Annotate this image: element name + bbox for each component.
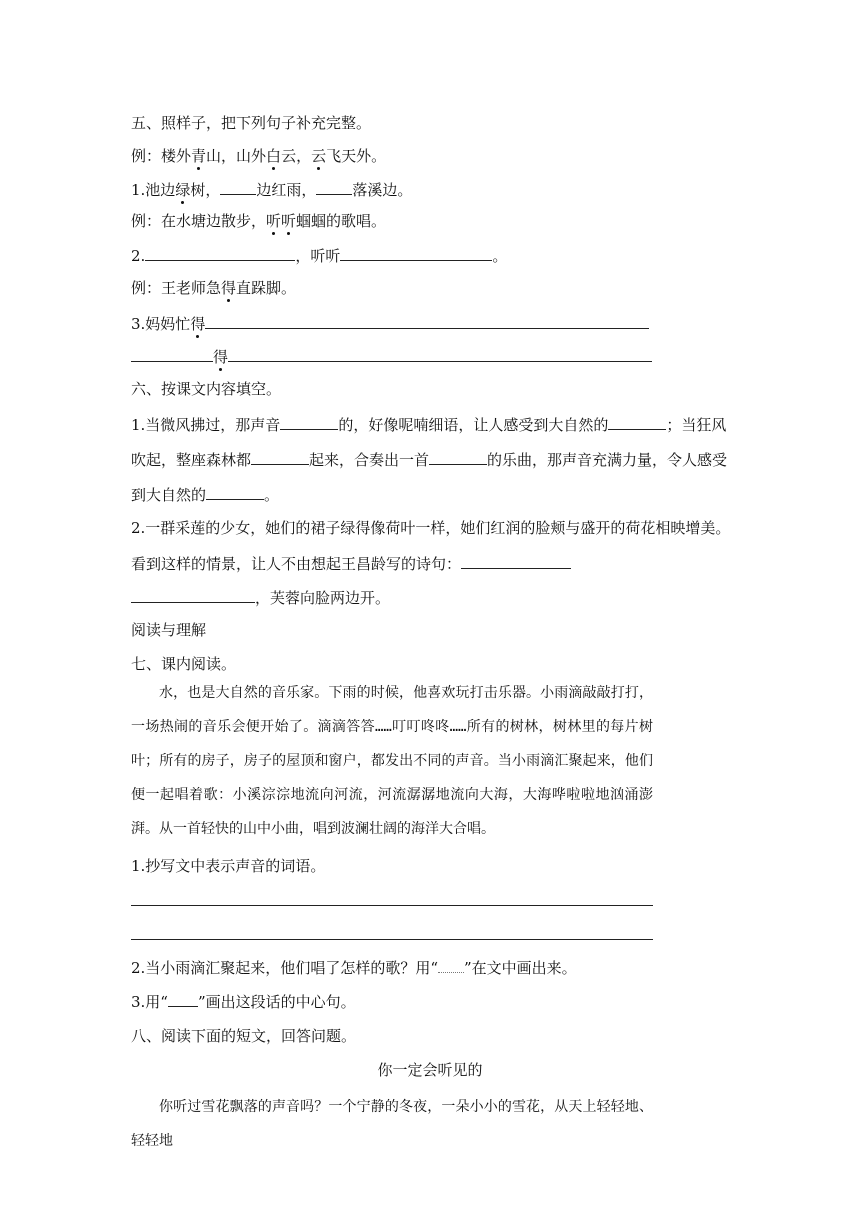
example3: 例：王老师急得直跺脚。 — [131, 279, 297, 297]
dotted-char: 得 — [221, 279, 237, 297]
answer-blank[interactable] — [429, 448, 487, 465]
answer-blank[interactable] — [228, 345, 652, 362]
dotted-char: 绿 — [175, 181, 191, 199]
answer-blank[interactable] — [220, 178, 256, 195]
answer-line[interactable] — [131, 939, 653, 940]
answer-blank[interactable] — [131, 586, 255, 603]
question5-1: 1.池边绿树， 边红雨， 落溪边。 — [131, 178, 412, 198]
example2: 例：在水塘边散步，听听蝈蝈的歌唱。 — [131, 212, 387, 230]
question6-2-line1: 2.一群采莲的少女，她们的裙子绿得像荷叶一样，她们红润的脸颊与盛开的荷花相映增美。 — [131, 519, 731, 537]
question6-1-line3: 到大自然的 。 — [131, 483, 279, 503]
question5-3: 3.妈妈忙得 — [131, 312, 649, 332]
story-title: 你一定会听见的 — [377, 1061, 483, 1079]
section7-heading: 七、课内阅读。 — [131, 655, 237, 673]
answer-blank[interactable] — [280, 413, 338, 430]
answer-blank[interactable] — [145, 244, 295, 261]
question7-1: 1.抄写文中表示声音的词语。 — [131, 857, 326, 875]
question6-1-line1: 1.当微风拂过，那声音 的，好像呢喃细语，让人感受到大自然的 ；当狂风 — [131, 413, 726, 433]
reading-section-title: 阅读与理解 — [131, 621, 207, 639]
section5-heading: 五、照样子，把下列句子补充完整。 — [131, 114, 372, 132]
question6-2-line3: ，芙蓉向脸两边开。 — [131, 586, 390, 606]
question6-2-line2: 看到这样的情景，让人不由想起王昌龄写的诗句： — [131, 552, 571, 572]
answer-blank[interactable] — [340, 244, 492, 261]
story-passage — [131, 1090, 653, 1158]
dotted-char: 得 — [190, 315, 206, 333]
answer-blank[interactable] — [131, 345, 213, 362]
dotted-char: 云 — [311, 147, 327, 165]
answer-line[interactable] — [131, 905, 653, 906]
question7-2: 2.当小雨滴汇聚起来，他们唱了怎样的歌？用“ ”在文中画出来。 — [131, 959, 577, 977]
answer-blank[interactable] — [206, 483, 264, 500]
dotted-char: 白 — [266, 147, 282, 165]
answer-blank[interactable] — [461, 552, 571, 569]
straight-underline-sample — [168, 992, 198, 1007]
dotted-char: 听 — [266, 212, 282, 230]
answer-blank[interactable] — [608, 413, 666, 430]
example1: 例：楼外青山，山外白云，云飞天外。 — [131, 147, 387, 165]
dotted-char: 听 — [281, 212, 297, 230]
dotted-char: 得 — [213, 348, 229, 366]
answer-blank[interactable] — [205, 312, 649, 329]
question7-3: 3.用“ ”画出这段话的中心句。 — [131, 993, 356, 1011]
question6-1-line2: 吹起，整座森林都 起来，合奏出一首 的乐曲，那声音充满力量，令人感受 — [131, 448, 727, 468]
story-paragraph: 你听过雪花飘落的声音吗？一个宁静的冬夜，一朵小小的雪花，从天上轻轻地、轻轻地 — [131, 1099, 653, 1149]
question5-3-line2 — [131, 345, 652, 365]
answer-blank[interactable] — [316, 178, 352, 195]
passage-text: 水，也是大自然的音乐家。下雨的时候，他喜欢玩打击乐器。小雨滴敲敲打打，一场热闹的音乐会便开始了。滴滴答答……叮叮咚咚……所有的树林，树林里的每片树叶；所有的房子，房子的屋顶和窗户，都发出不同的声音。当小雨滴汇聚起来，他们便一起唱着歌：小溪淙淙地流向河流，河流潺潺地流向大海，大海哗啦啦地汹涌澎湃。从一首轻快的山中小曲，唱到波澜壮阔的海洋大合唱。 — [131, 685, 653, 837]
answer-blank[interactable] — [251, 448, 309, 465]
wavy-underline-sample — [438, 962, 464, 973]
section8-heading: 八、阅读下面的短文，回答问题。 — [131, 1027, 357, 1045]
section6-heading: 六、按课文内容填空。 — [131, 380, 282, 398]
reading-passage — [131, 676, 653, 846]
question5-2: 2. ，听听 。 — [131, 244, 507, 264]
dotted-char: 青 — [191, 147, 207, 165]
